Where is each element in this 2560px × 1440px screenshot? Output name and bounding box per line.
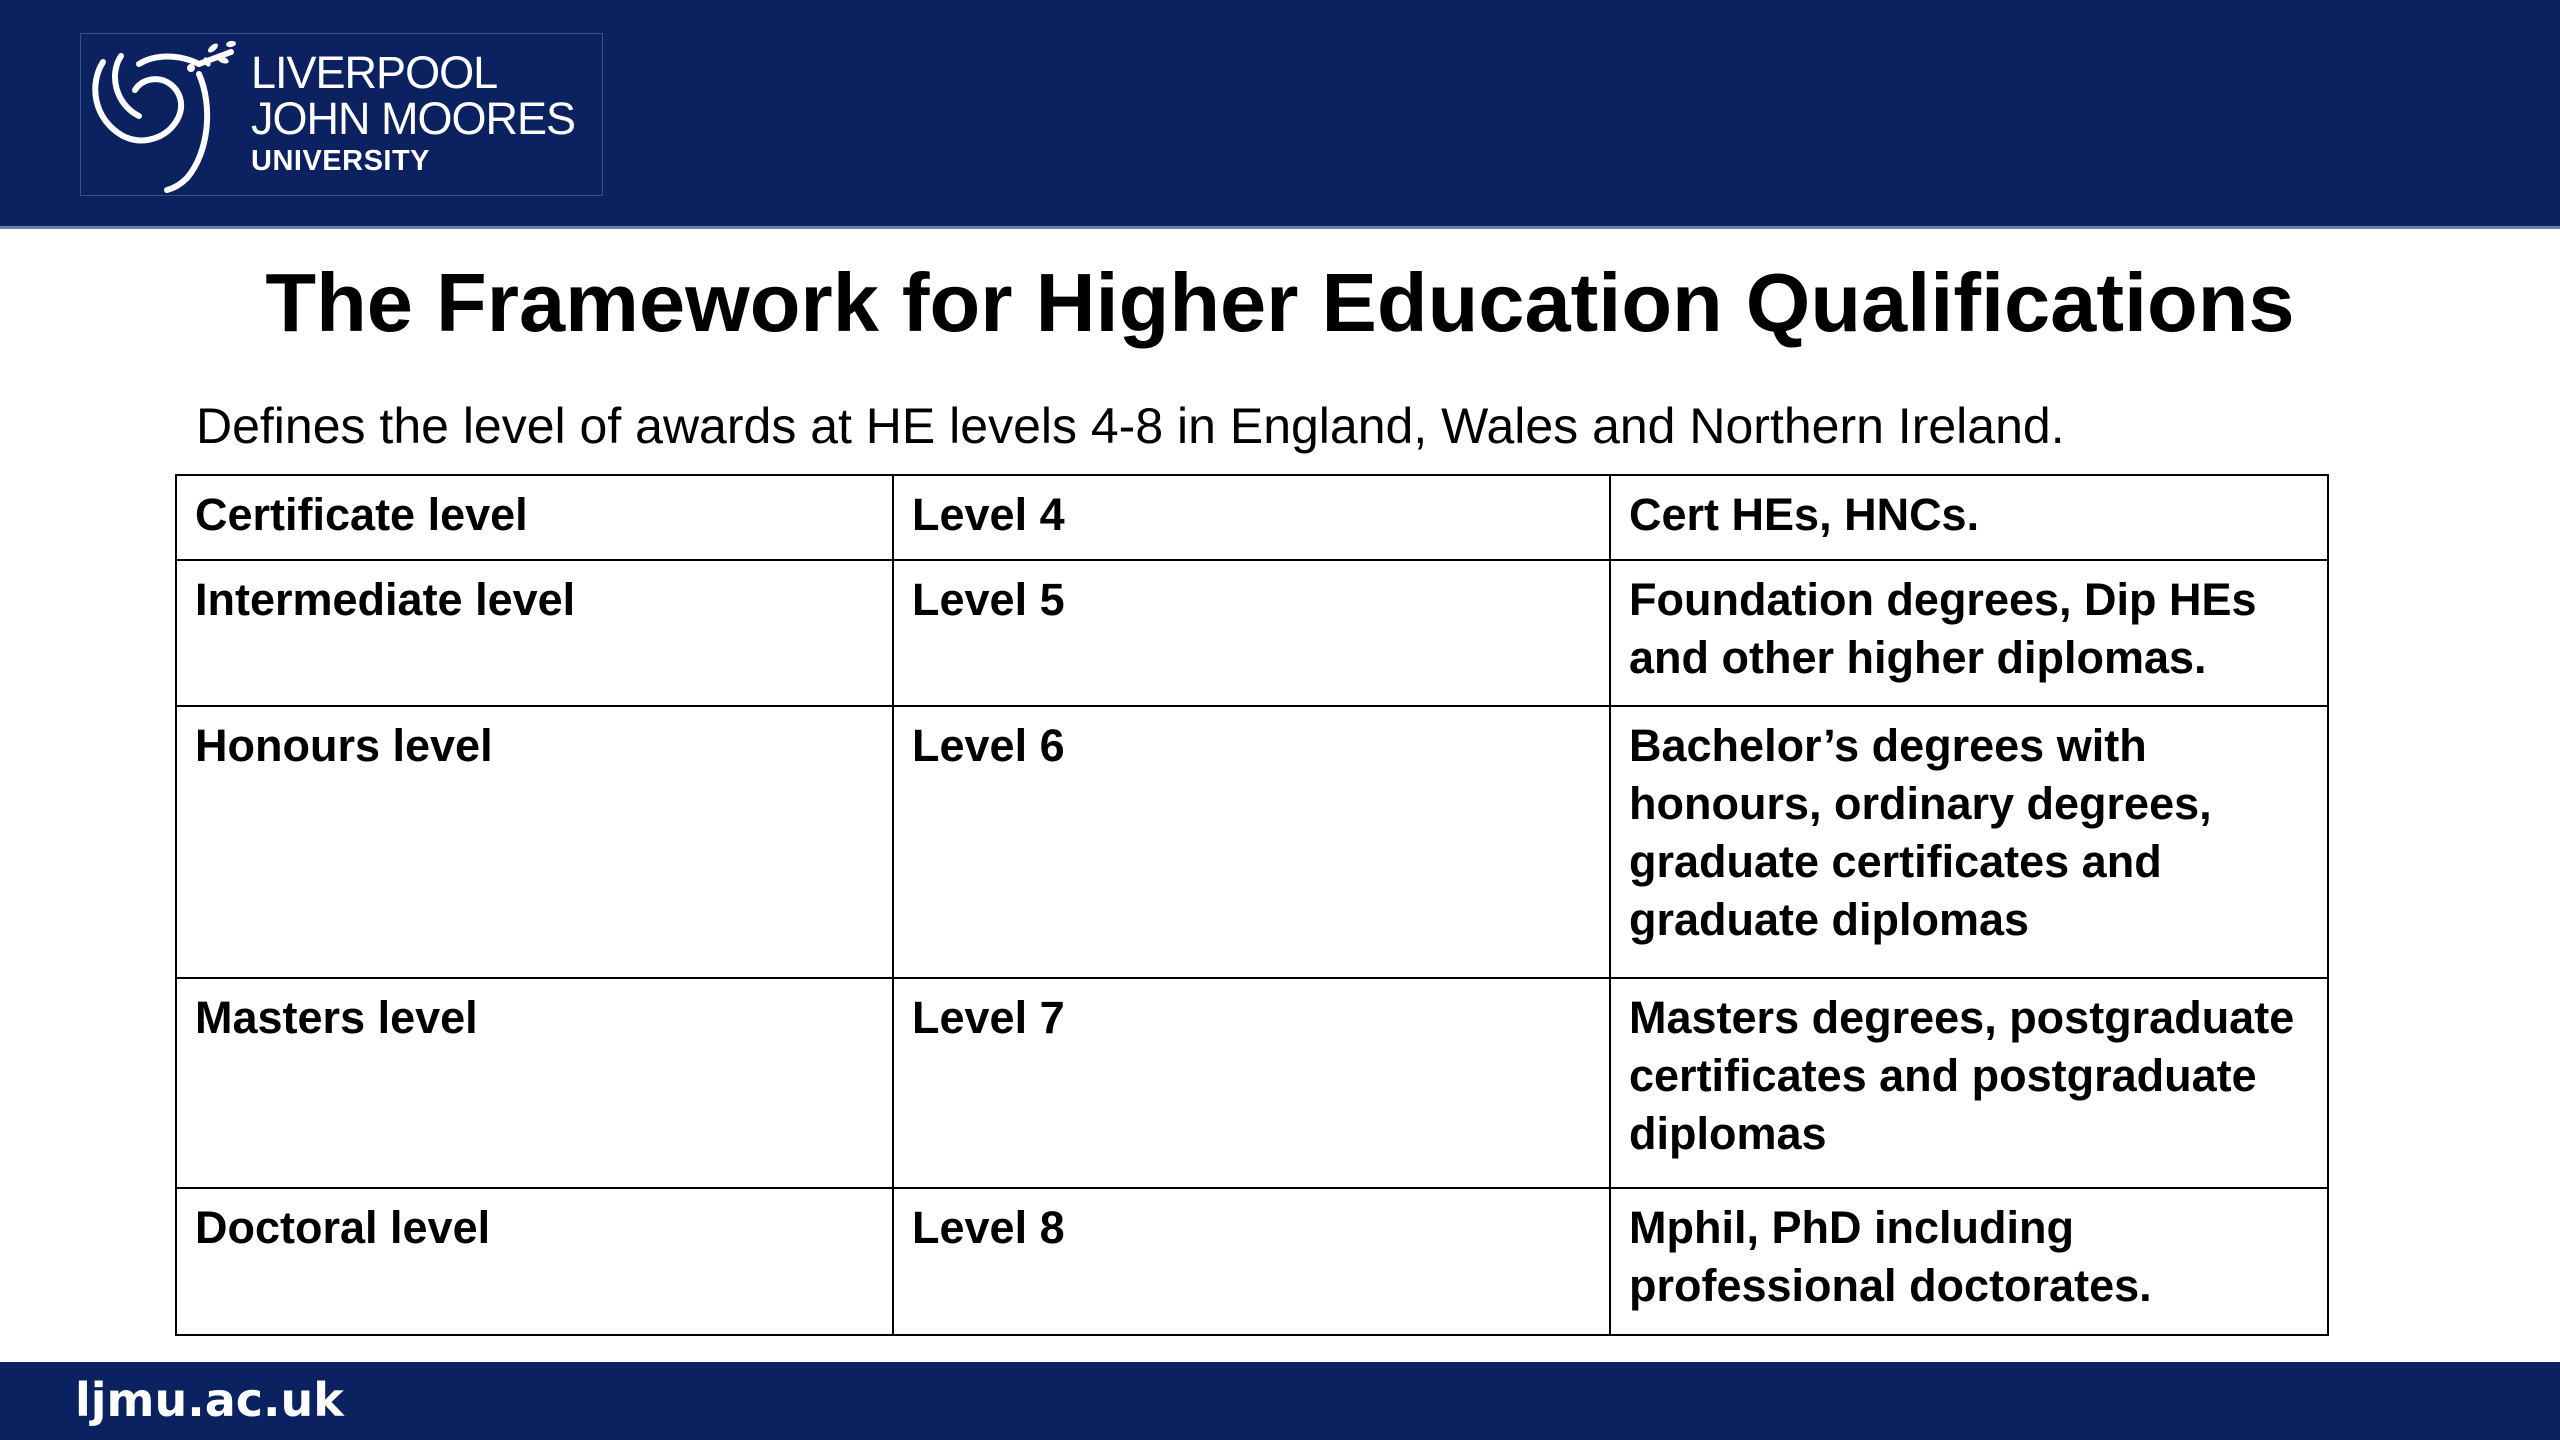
page-title: The Framework for Higher Education Qualifications <box>265 256 2295 349</box>
level-number-cell: Level 7 <box>893 978 1610 1188</box>
table-row <box>176 706 2328 978</box>
level-number-cell: Level 6 <box>893 706 1610 978</box>
level-name-cell: Doctoral level <box>176 1188 893 1335</box>
footer-band <box>0 1362 2560 1440</box>
awards-cell: Mphil, PhD including professional doctorates. <box>1610 1188 2328 1335</box>
university-logo <box>80 33 603 196</box>
table-row <box>176 1188 2328 1335</box>
awards-cell: Masters degrees, postgraduate certificates and postgraduate diplomas <box>1610 978 2328 1188</box>
subtitle: Defines the level of awards at HE levels 4-8 in England, Wales and Northern Ireland. <box>196 398 2065 454</box>
level-name-cell: Intermediate level <box>176 560 893 706</box>
ljmu-liver-bird-icon <box>81 34 241 197</box>
header-band <box>0 0 2560 229</box>
logo-line-john-moores: JOHN MOORES <box>251 93 576 144</box>
level-name-cell: Certificate level <box>176 475 893 560</box>
logo-line-university: UNIVERSITY <box>251 145 431 177</box>
level-name-cell: Honours level <box>176 706 893 978</box>
level-number-cell: Level 8 <box>893 1188 1610 1335</box>
table-row <box>176 475 2328 560</box>
level-number-cell: Level 5 <box>893 560 1610 706</box>
awards-cell: Bachelor’s degrees with honours, ordinary degrees, graduate certificates and graduate diplomas <box>1610 706 2328 978</box>
level-number-cell: Level 4 <box>893 475 1610 560</box>
qualifications-table <box>175 474 2329 1336</box>
footer-url: ljmu.ac.uk <box>75 1373 344 1427</box>
awards-cell: Cert HEs, HNCs. <box>1610 475 2328 560</box>
logo-text <box>251 47 576 180</box>
table-row <box>176 978 2328 1188</box>
table-row <box>176 560 2328 706</box>
awards-cell: Foundation degrees, Dip HEs and other higher diplomas. <box>1610 560 2328 706</box>
logo-line-liverpool: LIVERPOOL <box>251 47 498 98</box>
level-name-cell: Masters level <box>176 978 893 1188</box>
